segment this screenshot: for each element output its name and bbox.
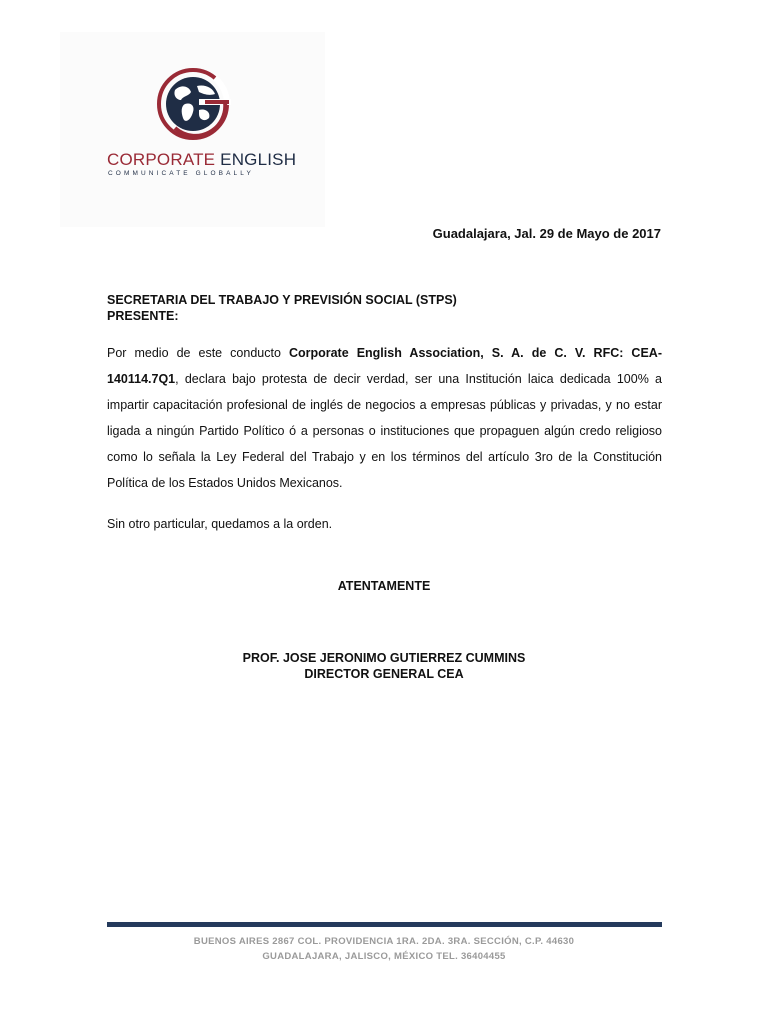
body-rest: , declara bajo protesta de decir verdad, ser una Institución laica dedicada 100% a impartir capacitación profesional de inglés de negocios a empresas públicas y privadas, y no estar ligada a ningún Partido Político ó a personas o instituciones que propaguen algún credo religioso como lo señala la Ley Federal del Trabajo y en los términos del artículo 3ro de la Constitución Política de los Estados Unidos Mexicanos. [107,372,662,490]
salutation: ATENTAMENTE [337,579,431,593]
footer-address-line-1: BUENOS AIRES 2867 COL. PROVIDENCIA 1RA. 2DA. 3RA. SECCIÓN, C.P. 44630 [193,936,575,947]
brand-word-corporate: CORPORATE [107,150,216,169]
body-paragraph [107,340,662,496]
letter-date: Guadalajara, Jal. 29 de Mayo de 2017 [432,226,661,241]
body-intro: Por medio de este conducto [107,346,289,360]
signer-title: DIRECTOR GENERAL CEA [304,667,464,681]
footer-address-line-2: GUADALAJARA, JALISCO, MÉXICO TEL. 36404455 [262,951,506,962]
signature-block [0,650,768,682]
closing-line: Sin otro particular, quedamos a la orden. [107,517,333,531]
footer-address [0,934,768,964]
company-name: Corporate English Association, S. A. de C. V. RFC: CEA-140114.7Q1 [107,346,662,386]
globe-e-logo-icon [155,66,241,152]
footer-divider [107,922,662,927]
brand-word-english: ENGLISH [220,150,297,169]
recipient-presente: PRESENTE: [107,309,179,323]
recipient-block [107,292,457,324]
company-logo [60,32,325,227]
brand-name [107,150,297,170]
recipient-name: SECRETARIA DEL TRABAJO Y PREVISIÓN SOCIAL (STPS) [107,293,457,307]
signer-name: PROF. JOSE JERONIMO GUTIERREZ CUMMINS [242,651,526,665]
brand-tagline: COMMUNICATE GLOBALLY [108,170,254,177]
